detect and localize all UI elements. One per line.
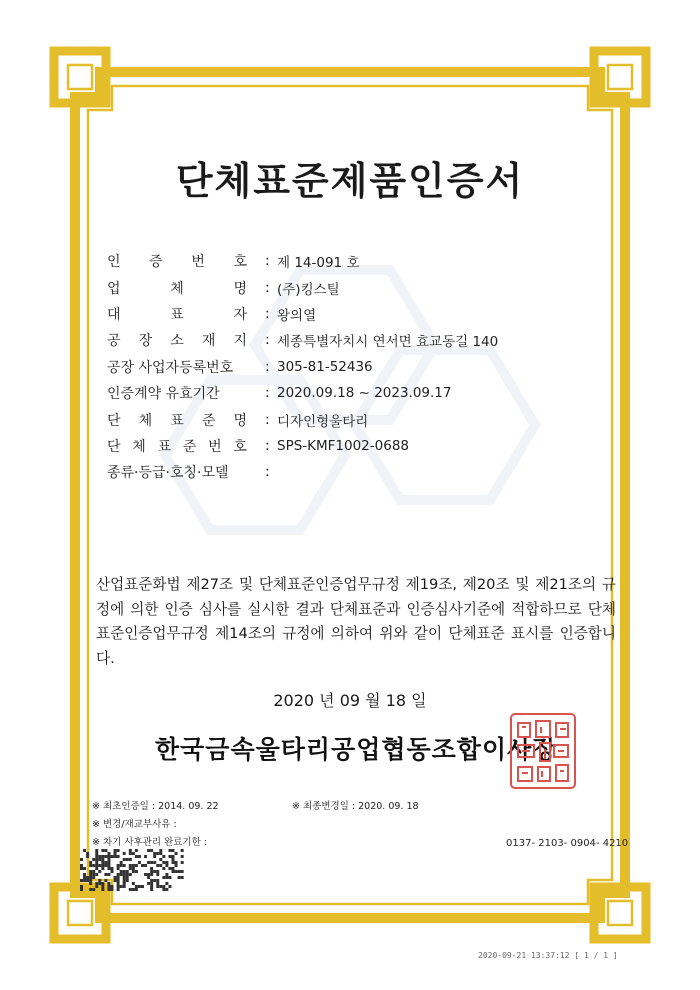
field-label: 단 체 표 준 번 호 xyxy=(107,438,247,455)
field-colon: : xyxy=(265,253,270,270)
issuer-name: 한국금속울타리공업협동조합이사장 xyxy=(155,735,558,764)
field-row xyxy=(107,274,577,300)
field-label: 공장 사업자등록번호 xyxy=(107,359,234,376)
certificate-fields xyxy=(107,248,577,486)
field-label: 대 표 자 xyxy=(107,306,247,323)
field-value: 왕의열 xyxy=(277,307,317,324)
next-audit-deadline: ※ 차기 사후관리 완료기한 : xyxy=(92,837,208,848)
field-label: 단 체 표 준 명 xyxy=(107,412,247,429)
official-seal xyxy=(508,711,578,791)
field-value: (주)킹스틸 xyxy=(277,281,340,298)
field-colon: : xyxy=(265,358,270,375)
field-value: 제 14-091 호 xyxy=(277,255,360,272)
field-value: 305-81-52436 xyxy=(277,358,373,375)
print-timestamp: 2020-09-21 13:37:12 [ 1 / 1 ] xyxy=(478,951,618,960)
field-row xyxy=(107,327,577,353)
last-change-date: ※ 최종변경일 : 2020. 09. 18 xyxy=(292,801,419,812)
field-row xyxy=(107,354,577,380)
issue-date: 2020 년 09 월 18 일 xyxy=(273,691,427,710)
field-label: 업 체 명 xyxy=(107,280,247,297)
field-colon: : xyxy=(265,385,270,402)
field-colon: : xyxy=(265,464,270,481)
field-label: 공 장 소 재 지 xyxy=(107,333,247,350)
field-row xyxy=(107,301,577,327)
field-value: SPS-KMF1002-0688 xyxy=(277,437,410,454)
barcode-image xyxy=(79,848,184,892)
document-number: 0137- 2103- 0904- 4210 xyxy=(506,838,629,849)
field-row xyxy=(107,433,577,459)
field-row xyxy=(107,406,577,432)
field-colon: : xyxy=(265,437,270,454)
first-cert-date: ※ 최초인증일 : 2014. 09. 22 xyxy=(92,801,219,812)
certification-statement: 산업표준화법 제27조 및 단체표준인증업무규정 제19조, 제20조 및 제21조의 규정에 의한 인증 심사를 실시한 결과 단체표준과 인증심사기준에 적합하므로 단체표준인증업무규정 제14조의 규정에 의하여 위와 같이 단체표준 표시를 인증합니다. xyxy=(96,576,616,667)
field-colon: : xyxy=(265,279,270,296)
change-reason: ※ 변경/재교부사유 : xyxy=(92,819,177,830)
field-colon: : xyxy=(265,332,270,349)
field-value: 2020.09.18 ~ 2023.09.17 xyxy=(277,385,452,402)
field-row xyxy=(107,459,577,485)
field-value: 세종특별자치시 연서면 효교동길 140 xyxy=(277,334,499,351)
field-colon: : xyxy=(265,411,270,428)
field-colon: : xyxy=(265,305,270,322)
field-row xyxy=(107,380,577,406)
field-value: 디자인형울타리 xyxy=(277,413,369,430)
field-label: 종류·등급·호칭·모델 xyxy=(107,465,229,482)
field-label: 인 증 번 호 xyxy=(107,254,247,271)
field-label: 인증계약 유효기간 xyxy=(107,386,220,403)
certificate-title: 단체표준제품인증서 xyxy=(175,159,525,203)
field-row xyxy=(107,248,577,274)
